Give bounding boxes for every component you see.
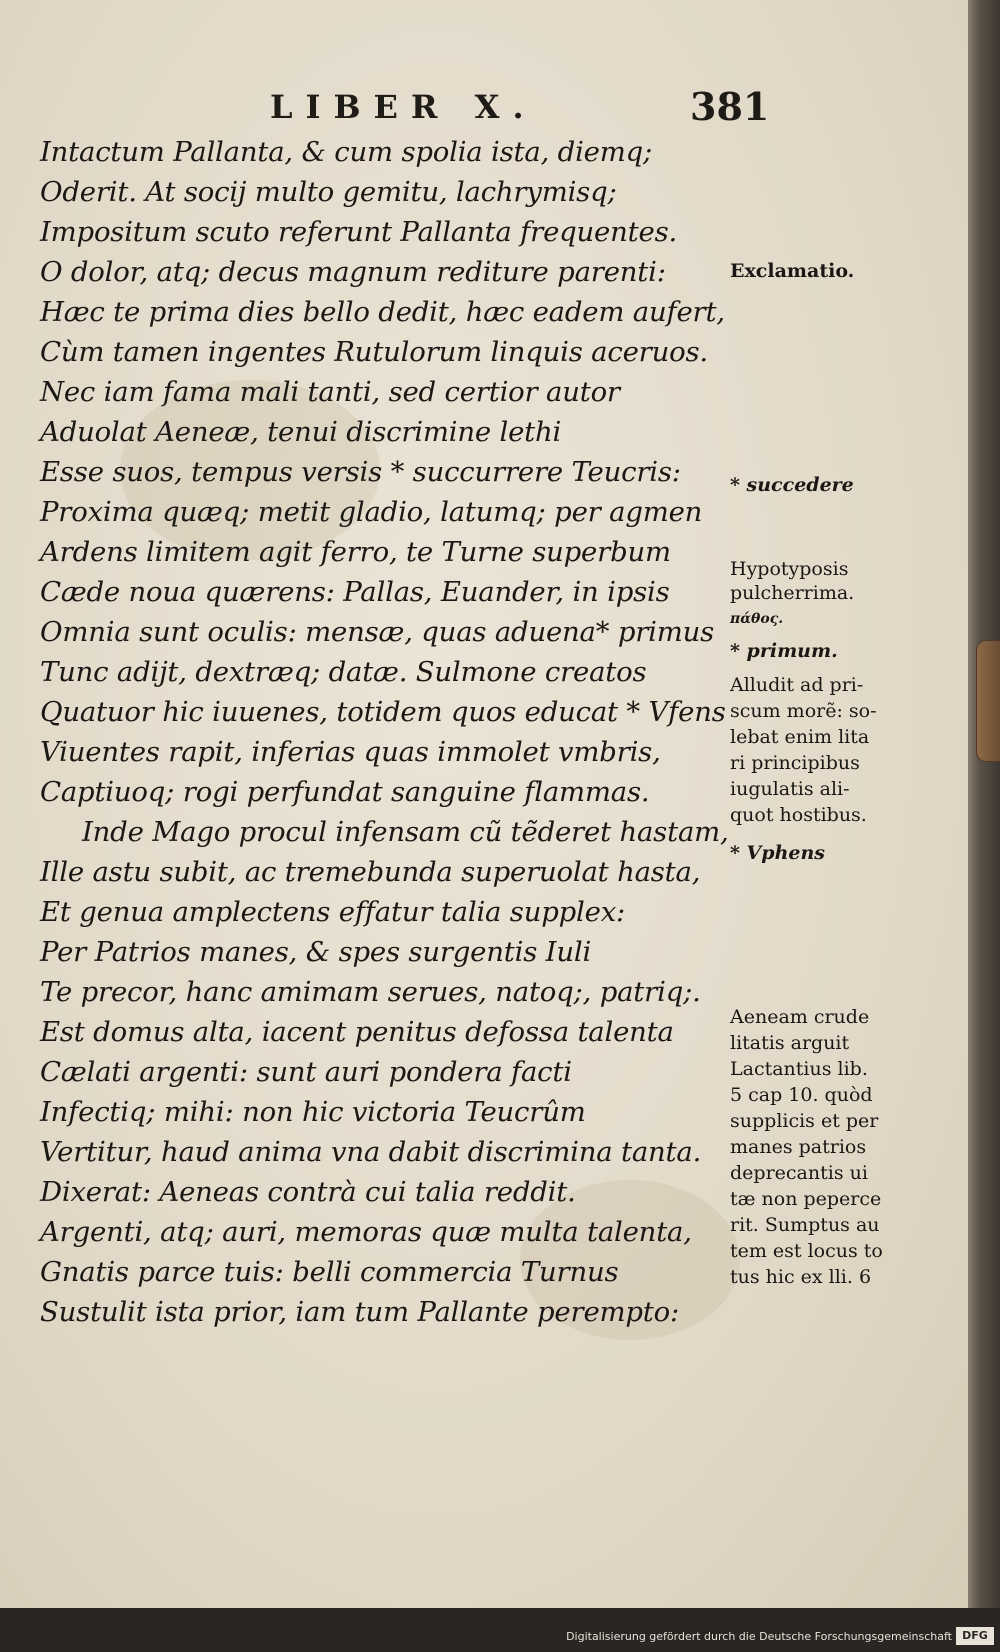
margin-note-alludit: quot hostibus.	[730, 804, 867, 826]
verse-line: Captiuoq; rogi perfundat sanguine flammas.	[40, 776, 650, 808]
verse-line: Per Patrios manes, & spes surgentis Iuli	[40, 936, 592, 968]
verse-line: Inde Mago procul infensam cũ tẽderet hastam,	[82, 816, 729, 848]
margin-note-aeneam: tæ non peperce	[730, 1188, 882, 1210]
verse-line: Vertitur, haud anima vna dabit discrimina tanta.	[40, 1136, 702, 1168]
margin-note-hypotyposis: Hypotyposis	[730, 558, 849, 580]
book-edge	[968, 0, 1000, 1608]
verse-line: Tunc adijt, dextræq; datæ. Sulmone creatos	[40, 656, 647, 688]
margin-note-exclamatio: Exclamatio.	[730, 260, 855, 282]
margin-note-vphens: * Vphens	[730, 842, 825, 864]
margin-note-hypotyposis: pulcherrima.	[730, 582, 855, 604]
verse-line: Omnia sunt oculis: mensæ, quas aduena* primus	[40, 616, 715, 648]
dfg-logo: DFG	[956, 1627, 994, 1645]
margin-note-aeneam: deprecantis ui	[730, 1162, 868, 1184]
verse-line: Nec iam fama mali tanti, sed certior autor	[40, 376, 620, 408]
margin-note-alludit: lebat enim lita	[730, 726, 870, 748]
margin-note-aeneam: manes patrios	[730, 1136, 867, 1158]
margin-note-aeneam: Aeneam crude	[730, 1006, 870, 1028]
verse-line: Ille astu subit, ac tremebunda superuolat hasta,	[40, 856, 701, 888]
verse-line: Est domus alta, iacent penitus defossa talenta	[40, 1016, 674, 1048]
margin-note-primum: * primum.	[730, 640, 838, 662]
verse-line: Cæde noua quærens: Pallas, Euander, in ipsis	[40, 576, 670, 608]
margin-note-aeneam: tus hic ex lli. 6	[730, 1266, 872, 1288]
verse-line: Oderit. At socij multo gemitu, lachrymisq;	[40, 176, 617, 208]
margin-note-aeneam: 5 cap 10. quòd	[730, 1084, 873, 1106]
verse-line: Hæc te prima dies bello dedit, hæc eadem aufert,	[40, 296, 725, 328]
verse-line: Et genua amplectens effatur talia supplex:	[40, 896, 626, 928]
margin-note-aeneam: rit. Sumptus au	[730, 1214, 880, 1236]
verse-line: Aduolat Aeneæ, tenui discrimine lethi	[40, 416, 562, 448]
verse-line: Ardens limitem agit ferro, te Turne superbum	[40, 536, 671, 568]
verse-line: Infectiq; mihi: non hic victoria Teucrûm	[40, 1096, 586, 1128]
verse-line: Quatuor hic iuuenes, totidem quos educat * Vfens	[40, 696, 726, 728]
verse-line: Sustulit ista prior, iam tum Pallante perempto:	[40, 1296, 680, 1328]
verse-line: Argenti, atq; auri, memoras quæ multa talenta,	[40, 1216, 692, 1248]
digitization-credit: Digitalisierung gefördert durch die Deutsche Forschungsgemeinschaft	[566, 1630, 952, 1643]
verse-line: Esse suos, tempus versis * succurrere Teucris:	[40, 456, 681, 488]
page-number: 381	[690, 84, 770, 129]
margin-note-succedere: * succedere	[730, 474, 854, 496]
verse-line: Gnatis parce tuis: belli commercia Turnus	[40, 1256, 619, 1288]
verse-line: Viuentes rapit, inferias quas immolet vmbris,	[40, 736, 661, 768]
running-title: LIBER X.	[270, 88, 537, 126]
margin-note-pathos: πάθος.	[730, 611, 784, 627]
margin-note-aeneam: supplicis et per	[730, 1110, 879, 1132]
verse-line: Dixerat: Aeneas contrà cui talia reddit.	[40, 1176, 576, 1208]
verse-line: Te precor, hanc amimam serues, natoq;, patriq;.	[40, 976, 701, 1008]
margin-note-alludit: iugulatis ali-	[730, 778, 850, 800]
verse-line: O dolor, atq; decus magnum rediture parenti:	[40, 256, 666, 288]
margin-note-aeneam: litatis arguit	[730, 1032, 850, 1054]
verse-line: Intactum Pallanta, & cum spolia ista, diemq;	[40, 136, 653, 168]
verse-line: Impositum scuto referunt Pallanta frequentes.	[40, 216, 678, 248]
margin-note-alludit: Alludit ad pri-	[730, 674, 864, 696]
book-clasp	[976, 640, 1000, 762]
margin-note-aeneam: Lactantius lib.	[730, 1058, 868, 1080]
verse-line: Cælati argenti: sunt auri pondera facti	[40, 1056, 572, 1088]
margin-note-alludit: ri principibus	[730, 752, 860, 774]
margin-note-aeneam: tem est locus to	[730, 1240, 883, 1262]
verse-line: Cùm tamen ingentes Rutulorum linquis aceruos.	[40, 336, 708, 368]
verse-line: Proxima quæq; metit gladio, latumq; per agmen	[40, 496, 703, 528]
margin-note-alludit: scum morẽ: so-	[730, 700, 877, 722]
